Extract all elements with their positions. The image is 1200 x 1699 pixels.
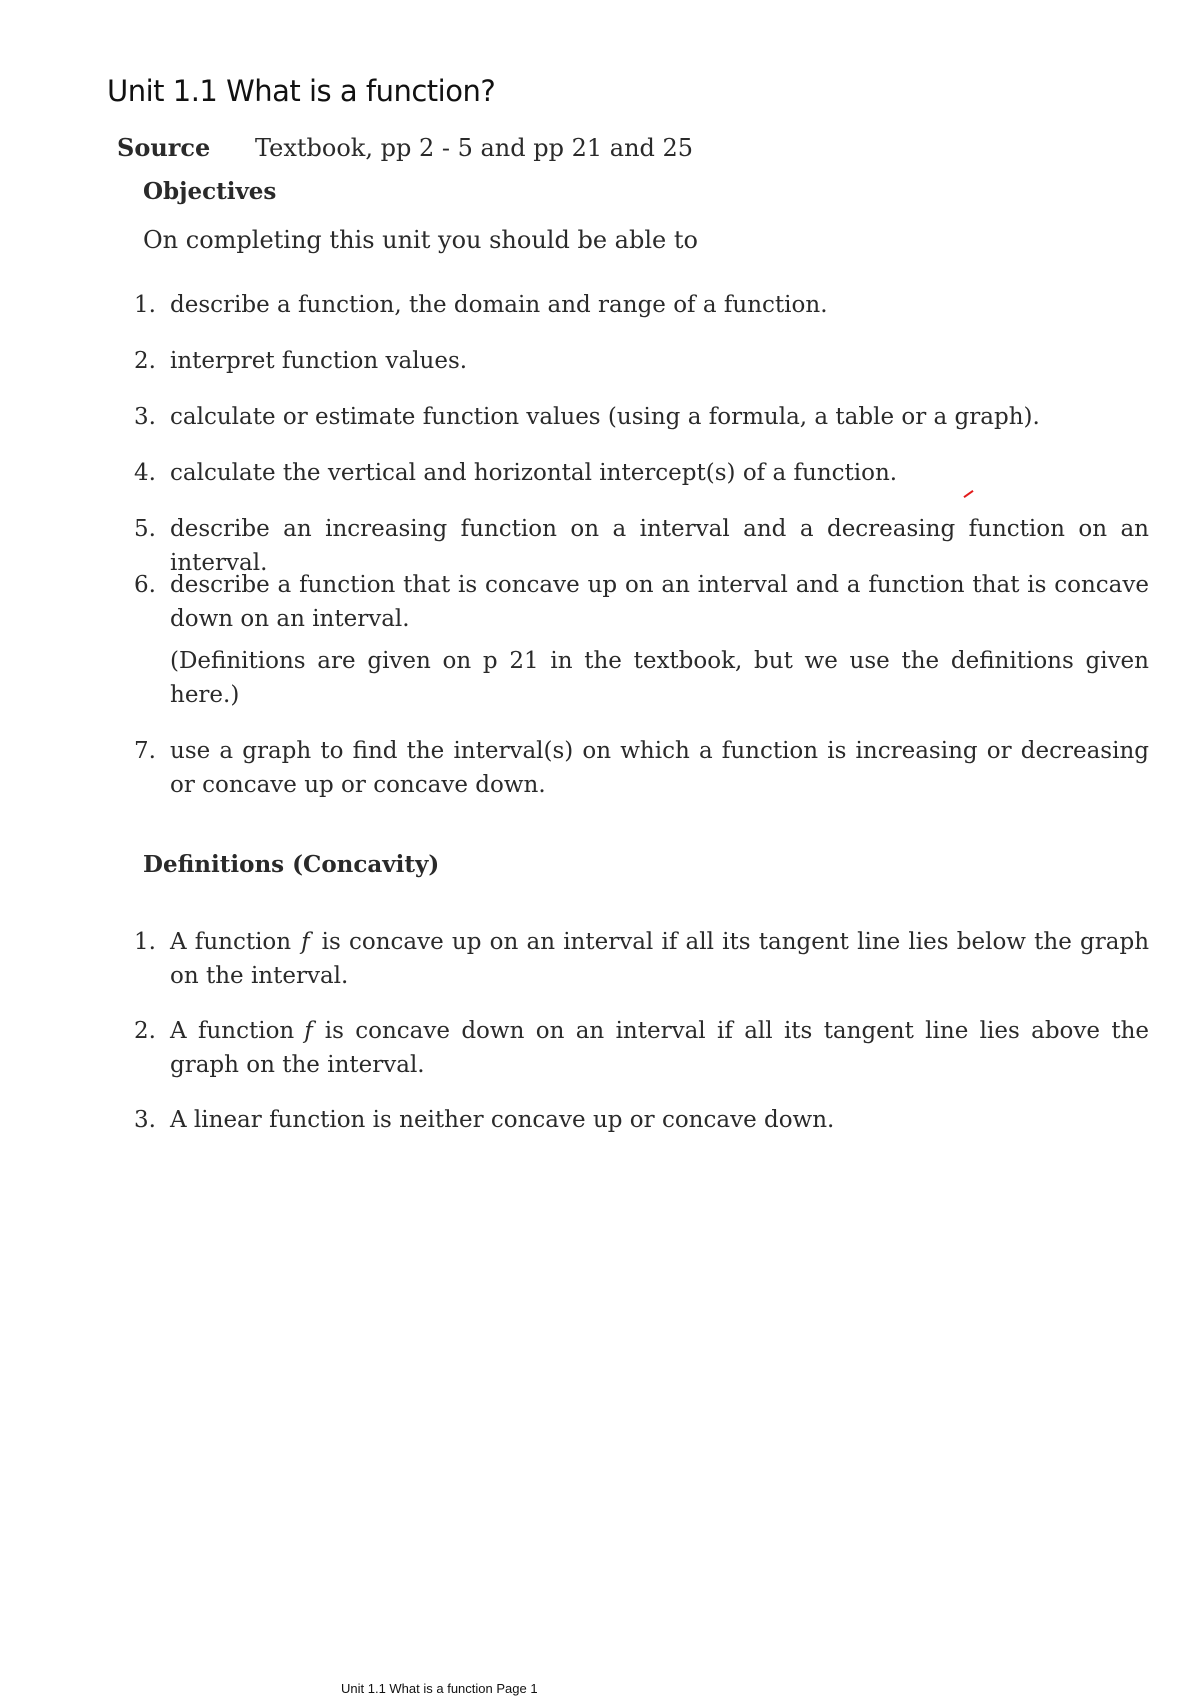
definition-item bbox=[134, 1103, 1149, 1137]
objectives-intro: On completing this unit you should be able to bbox=[143, 226, 698, 254]
objective-number: 5. bbox=[134, 516, 156, 542]
objective-item bbox=[134, 344, 1149, 378]
objective-item bbox=[134, 456, 1149, 490]
page-title: Unit 1.1 What is a function? bbox=[107, 74, 496, 108]
definition-text bbox=[170, 1014, 1149, 1082]
source-line bbox=[117, 133, 693, 162]
page-footer: Unit 1.1 What is a function Page 1 bbox=[341, 1681, 538, 1696]
objective-item bbox=[134, 734, 1149, 802]
red-pen-mark bbox=[963, 490, 973, 498]
objective-number: 2. bbox=[134, 348, 156, 374]
objective-item bbox=[134, 288, 1149, 322]
objective-text: describe a function that is concave up on an interval and a function that is concave down on an interval. bbox=[170, 572, 1149, 632]
definition-text-start: A function bbox=[170, 929, 292, 955]
objective-number: 1. bbox=[134, 292, 156, 318]
definition-text-start: A function bbox=[170, 1018, 295, 1044]
objective-note: (Definitions are given on p 21 in the textbook, but we use the definitions given here.) bbox=[170, 648, 1149, 708]
definition-text-end: is concave up on an interval if all its tangent line lies below the graph on the interval. bbox=[170, 929, 1150, 989]
definition-number: 1. bbox=[134, 929, 156, 955]
source-text: Textbook, pp 2 - 5 and pp 21 and 25 bbox=[255, 134, 694, 162]
source-label: Source bbox=[117, 133, 211, 162]
definition-item bbox=[134, 925, 1149, 993]
objective-text: describe an increasing function on a interval and a decreasing function on an interval. bbox=[170, 516, 1149, 576]
function-symbol: f bbox=[304, 1018, 313, 1044]
definition-text: A linear function is neither concave up or concave down. bbox=[170, 1107, 835, 1133]
objective-text: describe a function, the domain and range of a function. bbox=[170, 292, 828, 318]
definition-text-end: is concave down on an interval if all its tangent line lies above the graph on the interval. bbox=[170, 1018, 1150, 1078]
objective-text: calculate the vertical and horizontal intercept(s) of a function. bbox=[170, 460, 898, 486]
objective-item bbox=[134, 400, 1149, 434]
objective-text: interpret function values. bbox=[170, 348, 468, 374]
definition-item bbox=[134, 1014, 1149, 1082]
definition-text bbox=[170, 925, 1149, 993]
objective-number: 3. bbox=[134, 404, 156, 430]
objective-item bbox=[134, 568, 1149, 712]
function-symbol: f bbox=[301, 929, 310, 955]
objective-number: 7. bbox=[134, 738, 156, 764]
objective-text: calculate or estimate function values (using a formula, a table or a graph). bbox=[170, 404, 1040, 430]
objective-number: 6. bbox=[134, 572, 156, 598]
definition-number: 2. bbox=[134, 1018, 156, 1044]
objectives-heading: Objectives bbox=[143, 178, 277, 205]
objective-text: use a graph to find the interval(s) on which a function is increasing or decreasing or concave up or concave down. bbox=[170, 738, 1149, 798]
objective-number: 4. bbox=[134, 460, 156, 486]
definition-number: 3. bbox=[134, 1107, 156, 1133]
definitions-heading: Definitions (Concavity) bbox=[143, 851, 440, 878]
